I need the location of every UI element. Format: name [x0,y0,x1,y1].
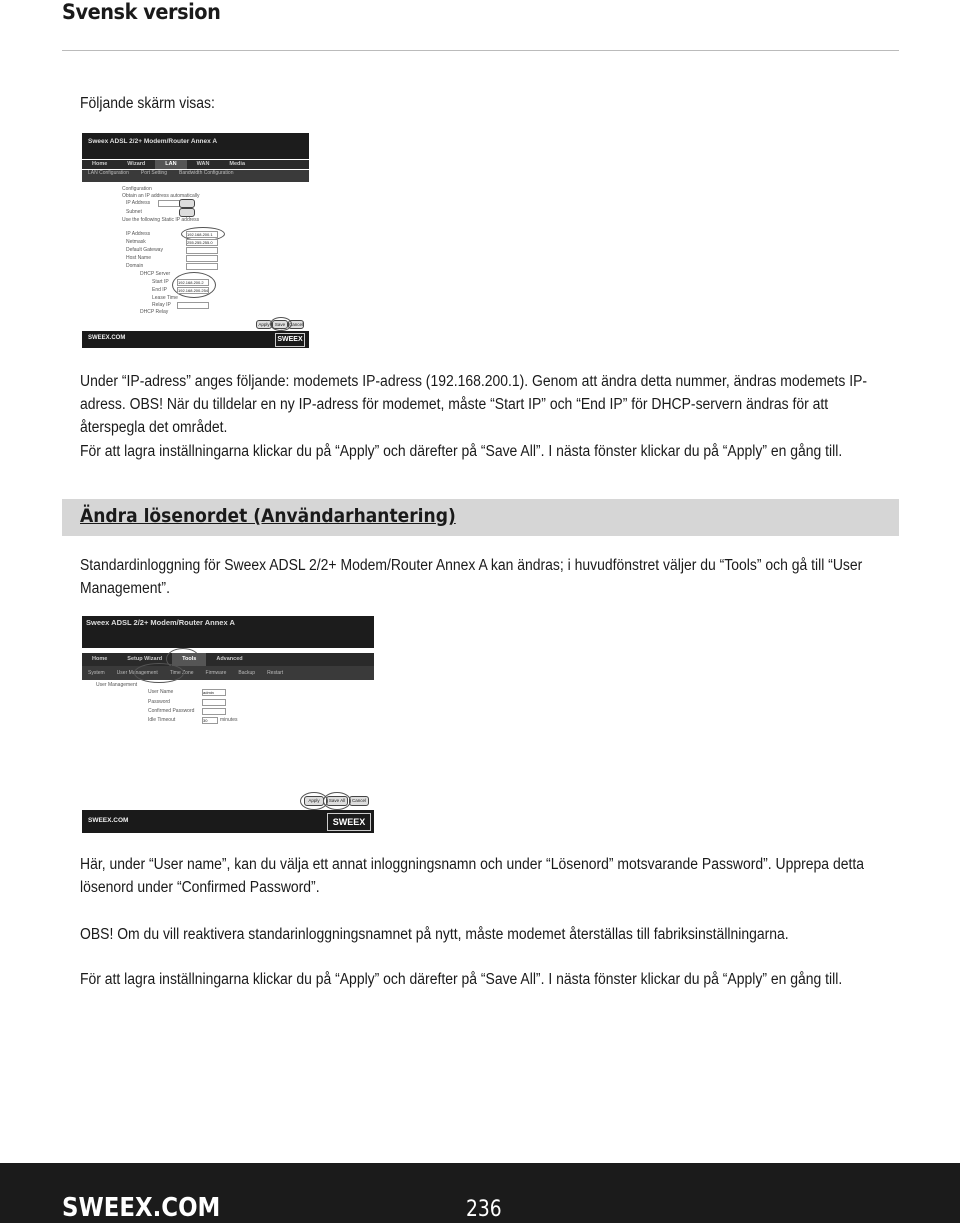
row-label: Idle Timeout [148,717,176,723]
screenshot-subnav [82,170,309,182]
hostname-field[interactable] [186,255,218,262]
nav-advanced[interactable]: Advanced [216,656,243,662]
screenshot-subnav [82,666,374,680]
sweex-logo: SWEEX [327,813,371,831]
end-ip-field[interactable]: 192.168.200.254 [178,288,209,293]
row-label: Obtain an IP address automatically [122,193,200,199]
row-label: Configuration [122,186,152,192]
subnav-lan-config[interactable]: LAN Configuration [88,170,129,176]
row-label: User Name [148,689,174,695]
subnav-system[interactable]: System [88,670,105,676]
renew-button[interactable] [179,199,195,208]
section-label: User Management [96,682,138,688]
save-all-button[interactable]: Save All [326,796,348,806]
row-label: DHCP Relay [140,309,169,315]
row-label: DHCP Server [140,271,171,277]
start-ip-field[interactable]: 192.168.200.2 [177,279,209,286]
save-all-button[interactable]: Save [272,320,288,329]
subnav-user-management[interactable]: User Management [116,670,158,676]
cancel-button[interactable]: Cancel [349,796,369,806]
intro-text: Följande skärm visas: [80,95,215,112]
highlight-circle [270,317,292,331]
row-label: End IP [152,287,168,293]
row-label: IP Address [126,200,151,206]
apply-button[interactable]: Apply [304,796,324,806]
release-button[interactable] [179,208,195,217]
screenshot-titlebar: Sweex ADSL 2/2+ Modem/Router Annex A [82,616,374,648]
nav-tools[interactable]: Tools [172,653,206,666]
user-management-screenshot [82,616,374,833]
netmask-field[interactable]: 255.255.255.0 [186,239,218,246]
screenshot-bottom-bar [82,810,374,833]
bottom-brand: SWEEX.COM [88,817,129,824]
row-label: Use the following Static IP address [122,217,200,223]
highlight-circle [134,663,184,683]
nav-setup-wizard[interactable]: Setup Wizard [127,656,163,662]
screenshot-nav [82,160,309,169]
minutes-label: minutes [220,717,238,723]
domain-field[interactable] [186,263,218,270]
obs-paragraph: OBS! Om du vill reaktivera standarinloggningsnamnet på nytt, måste modemet återställas till fabriksinställningarna. [80,926,789,943]
subnav-bandwidth[interactable]: Bandwidth Configuration [179,170,234,176]
save-instructions-1: För att lagra inställningarna klickar du på “Apply” och därefter på “Save All”. I nästa fönster klickar du på “Apply” en gång till. [80,443,843,460]
row-label: Domain [126,263,144,269]
lan-config-screenshot [82,133,309,348]
nav-home[interactable]: Home [92,161,108,167]
row-label: Netmask [126,239,146,245]
row-label: IP Address [126,231,151,237]
highlight-circle [323,792,351,810]
ip-field[interactable] [158,200,180,207]
subnav-time-zone[interactable]: Time Zone [169,670,194,676]
nav-home[interactable]: Home [92,656,108,662]
confirmed-password-field[interactable] [202,708,226,715]
cancel-button[interactable]: Cancel [289,322,304,327]
row-label: Host Name [126,255,152,261]
subnav-restart[interactable]: Restart [267,670,284,676]
bottom-brand: SWEEX.COM [88,335,126,341]
header-divider [62,50,899,51]
apply-button[interactable]: Apply [256,320,272,329]
password-field[interactable] [202,699,226,706]
relay-field[interactable] [177,302,209,309]
screenshot-bottom-bar [82,331,309,348]
user-name-field[interactable]: admin [202,689,226,696]
gateway-field[interactable] [186,247,218,254]
row-label: Lease Time [152,295,178,301]
save-instructions-2: För att lagra inställningarna klickar du på “Apply” och därefter på “Save All”. I nästa fönster klickar du på “Apply” en gång till. [80,971,843,988]
screenshot-nav [82,653,374,666]
row-label: Start IP [152,279,169,285]
nav-wan[interactable]: WAN [196,161,210,167]
page-number: 236 [466,1197,502,1222]
page-title: Svensk version [62,0,221,24]
row-label: Subnet [126,209,142,215]
footer-brand: SWEEX.COM [62,1193,221,1223]
row-label: Relay IP [152,302,171,308]
user-mgmt-intro: Standardinloggning för Sweex ADSL 2/2+ Modem/Router Annex A kan ändras; i huvudfönstret väljer du “Tools” och gå till “User Management”. [80,557,863,597]
ip-paragraph: Under “IP-adress” anges följande: modemets IP-adress (192.168.200.1). Genom att ändra detta nummer, ändras modemets IP-adress. OBS! När du tilldelar en ny IP-adress för modemet, måste “Start IP” och “End IP” för DHCP-servern ändras för att återspegla det området. [80,373,868,436]
nav-lan[interactable]: LAN [155,160,186,169]
subnav-port[interactable]: Port Setting [140,170,167,176]
highlight-circle [172,272,216,298]
username-paragraph: Här, under “User name”, kan du välja ett annat inloggningsnamn och under “Lösenord” motsvarande Password”. Upprepa detta lösenord under “Confirmed Password”. [80,856,864,896]
sweex-logo: SWEEX [275,333,305,347]
screenshot-titlebar: Sweex ADSL 2/2+ Modem/Router Annex A [82,133,309,159]
section-title: Ändra lösenordet (Användarhantering) [80,505,456,527]
nav-wizard[interactable]: Wizard [127,161,146,167]
subnav-backup[interactable]: Backup [238,670,256,676]
subnav-firmware[interactable]: Firmware [205,670,227,676]
row-label: Confirmed Password [148,708,195,714]
row-label: Default Gateway [126,247,163,253]
ip-address-field[interactable]: 192.168.200.1 [186,231,218,238]
idle-timeout-field[interactable]: 30 [202,717,218,724]
nav-media[interactable]: Media [229,161,246,167]
row-label: Password [148,699,170,705]
